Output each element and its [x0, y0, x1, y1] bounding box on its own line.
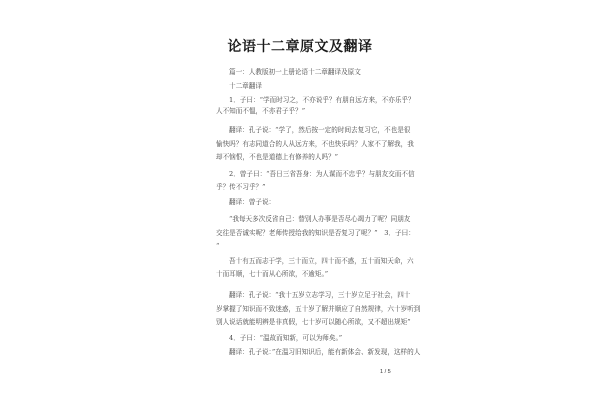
text-line: 乎？传不习乎？” — [216, 183, 266, 191]
text-line: 交往是否诚实呢？老师传授给我的知识是否复习了呢？” 3．子曰： — [216, 229, 415, 237]
text-line: “ — [216, 242, 220, 250]
page-title: 论语十二章原文及翻译 — [227, 39, 373, 55]
text-line: 2．曾子曰：“吾日三省吾身：为人谋而不忠乎？与朋友交而不信 — [229, 170, 415, 178]
text-line: “我每天多次反省自己：替别人办事是否尽心竭力了呢？同朋友 — [229, 215, 411, 223]
text-line: 翻译：曾子说： — [229, 198, 276, 206]
text-line: 岁掌握了知识而不致迷惑，五十岁了解并顺应了自然规律，六十岁听到 — [216, 305, 421, 313]
text-line: 1．子曰：“学而时习之，不亦说乎？有朋自远方来，不亦乐乎？ — [229, 96, 415, 104]
page-number: 1 / 5 — [380, 369, 391, 375]
text-line: 篇一：人教版初一上册论语十二章翻译及原文 — [229, 68, 361, 76]
text-line: 翻译：孔子说：“学了，然后按一定的时间去复习它，不也是很 — [229, 126, 411, 134]
text-line: 十而耳顺，七十而从心所欲，不逾矩。” — [216, 270, 329, 278]
text-line: 十二章翻译 — [229, 82, 262, 90]
text-line: 人不知而不愠，不亦君子乎？” — [216, 107, 306, 115]
text-line: 别人说话就能明辨是非真假，七十岁可以随心所欲，又不超出规矩” — [216, 318, 411, 326]
text-line: 翻译：孔子说：”在温习旧知识后，能有新体会、新发现，这样的人 — [229, 348, 421, 356]
text-line: 4．子曰：“温故而知新，可以为师矣。” — [229, 334, 343, 342]
text-line: 翻译：孔子说：“我十五岁立志学习，三十岁立足于社会，四十 — [229, 291, 411, 299]
text-line: 吾十有五而志于学，三十而立，四十而不惑，五十而知天命，六 — [229, 257, 414, 265]
text-line: 愉快吗？有志同道合的人从远方来，不也快乐吗？人家不了解我，我 — [216, 140, 414, 148]
text-line: 却不恼恨，不也是道德上有修养的人吗？” — [216, 153, 339, 161]
